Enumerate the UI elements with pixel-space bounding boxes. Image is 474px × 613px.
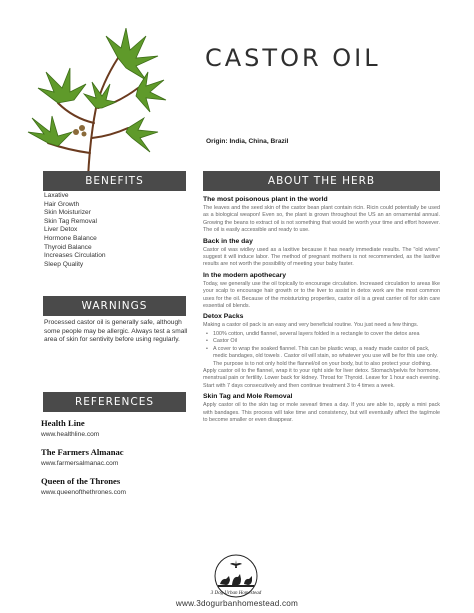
reference-name: The Farmers Almanac xyxy=(41,447,124,457)
reference-name: Queen of the Thrones xyxy=(41,476,121,486)
list-item: Skin Tag Removal xyxy=(44,217,98,225)
origin-line xyxy=(206,138,288,145)
section-title: In the modern apothecary xyxy=(203,271,287,279)
benefits-list xyxy=(44,192,106,269)
list-item: Laxative xyxy=(44,192,69,199)
section-text: The leaves and the seed skin of the castor bean plant contain ricin. Ricin could potentially be used as a biological weapon! Even so, the plant is grown throughout the US an an ornamental annual. Growing the beans to extract oil is not something that would be worth your time and effort however. The oil is easily accessible and ready to use. xyxy=(203,205,440,234)
reference-name: Health Line xyxy=(41,418,85,428)
references-list xyxy=(41,418,191,505)
section-text: Today, we generally use the oil topically to encourage circulation. Increased circulation to areas like your scalp to encourage hair growth or to the liver to assist in detox work are the most common uses for the oil. Because of the moisturizing properties, castor oil is a great carrier oil for skin care essential oil blends. xyxy=(203,280,440,310)
list-item: • A cover to wrap the soaked flannel. This can be plastic wrap, a ready made castor oil pack, medic bandages, old towels . Castor oil will stain, so whatever you use will be for this use only. The purpose is to not only hold the flannel/oil on your body, but to also protect your clothing. xyxy=(203,346,440,368)
list-item: Skin Moisturizer xyxy=(44,209,91,217)
list-item: Increases Circulation xyxy=(44,252,106,260)
reference-link[interactable]: www.queenofthethrones.com xyxy=(41,489,127,496)
website-url[interactable]: www.3dogurbanhomestead.com xyxy=(175,599,299,608)
reference-link[interactable]: www.farmersalmanac.com xyxy=(41,460,119,467)
section-title: The most poisonous plant in the world xyxy=(203,196,328,203)
references-heading: REFERENCES xyxy=(43,392,186,412)
origin-label: Origin: xyxy=(206,138,228,145)
section-text: Apply castor oil to the skin tag or mole sevearl times a day. If you are able to, apply a mini pack with bandages. This process will take time and consistency, but will eventually affect the tag/mole to become smaller or even disappear. xyxy=(203,402,440,423)
warnings-heading: WARNINGS xyxy=(43,296,186,316)
section-text: Apply castor oil to the flannel, wrap it to your right side for liver detox. Stomach/pelvis for hormone, menstrual pain or fertility. Lower back for kidney. Throat for Thyroid. Leave for 1 hour each evening. Start with 7 days consecutively and then continue treatment 3 to 4 times a week. xyxy=(203,367,440,389)
about-herb-heading: ABOUT THE HERB xyxy=(203,171,440,191)
logo-text: 3 Dog Urban Homestead xyxy=(210,591,262,596)
section-text: Castor oil was widley used as a laxitive because it has nearly immediate results. The "old wives" suggest it will induce labor. The method of pregnant mothers is not recommended, as the laxitive results are not worth the possibility of meeting your baby faster. xyxy=(203,246,440,268)
reference-link[interactable]: www.healthline.com xyxy=(41,431,100,438)
page-title: CASTOR OIL xyxy=(205,44,381,72)
castor-plant-illustration xyxy=(18,28,168,178)
benefits-heading: BENEFITS xyxy=(43,171,186,191)
homestead-logo xyxy=(196,552,276,598)
list-item: • Castor Oil xyxy=(203,338,440,345)
section-title: Skin Tag and Mole Removal xyxy=(203,393,293,401)
about-herb-section xyxy=(203,193,440,424)
section-title: Back in the day xyxy=(203,237,253,245)
section-text: Making a castor oil pack is an easy and very beneficial routine. You just need a few things. xyxy=(203,322,419,329)
warnings-text: Processed castor oil is generally safe, although some people may be allergic. Always test a small area of skin for sentivity before using regularly. xyxy=(44,319,188,344)
origin-value: India, China, Brazil xyxy=(229,138,289,145)
list-item: Thyroid Balance xyxy=(44,243,92,251)
list-item: Hormone Balance xyxy=(44,234,97,242)
list-item: Liver Detox xyxy=(44,226,78,234)
detox-supplies-list xyxy=(203,331,440,368)
section-title: Detox Packs xyxy=(203,313,244,321)
list-item: Hair Growth xyxy=(44,200,80,208)
list-item: Sleep Quality xyxy=(44,260,84,268)
list-item: • 100% cotton, undid flannel, several layers folded in a rectangle to cover the detox area xyxy=(203,331,440,338)
